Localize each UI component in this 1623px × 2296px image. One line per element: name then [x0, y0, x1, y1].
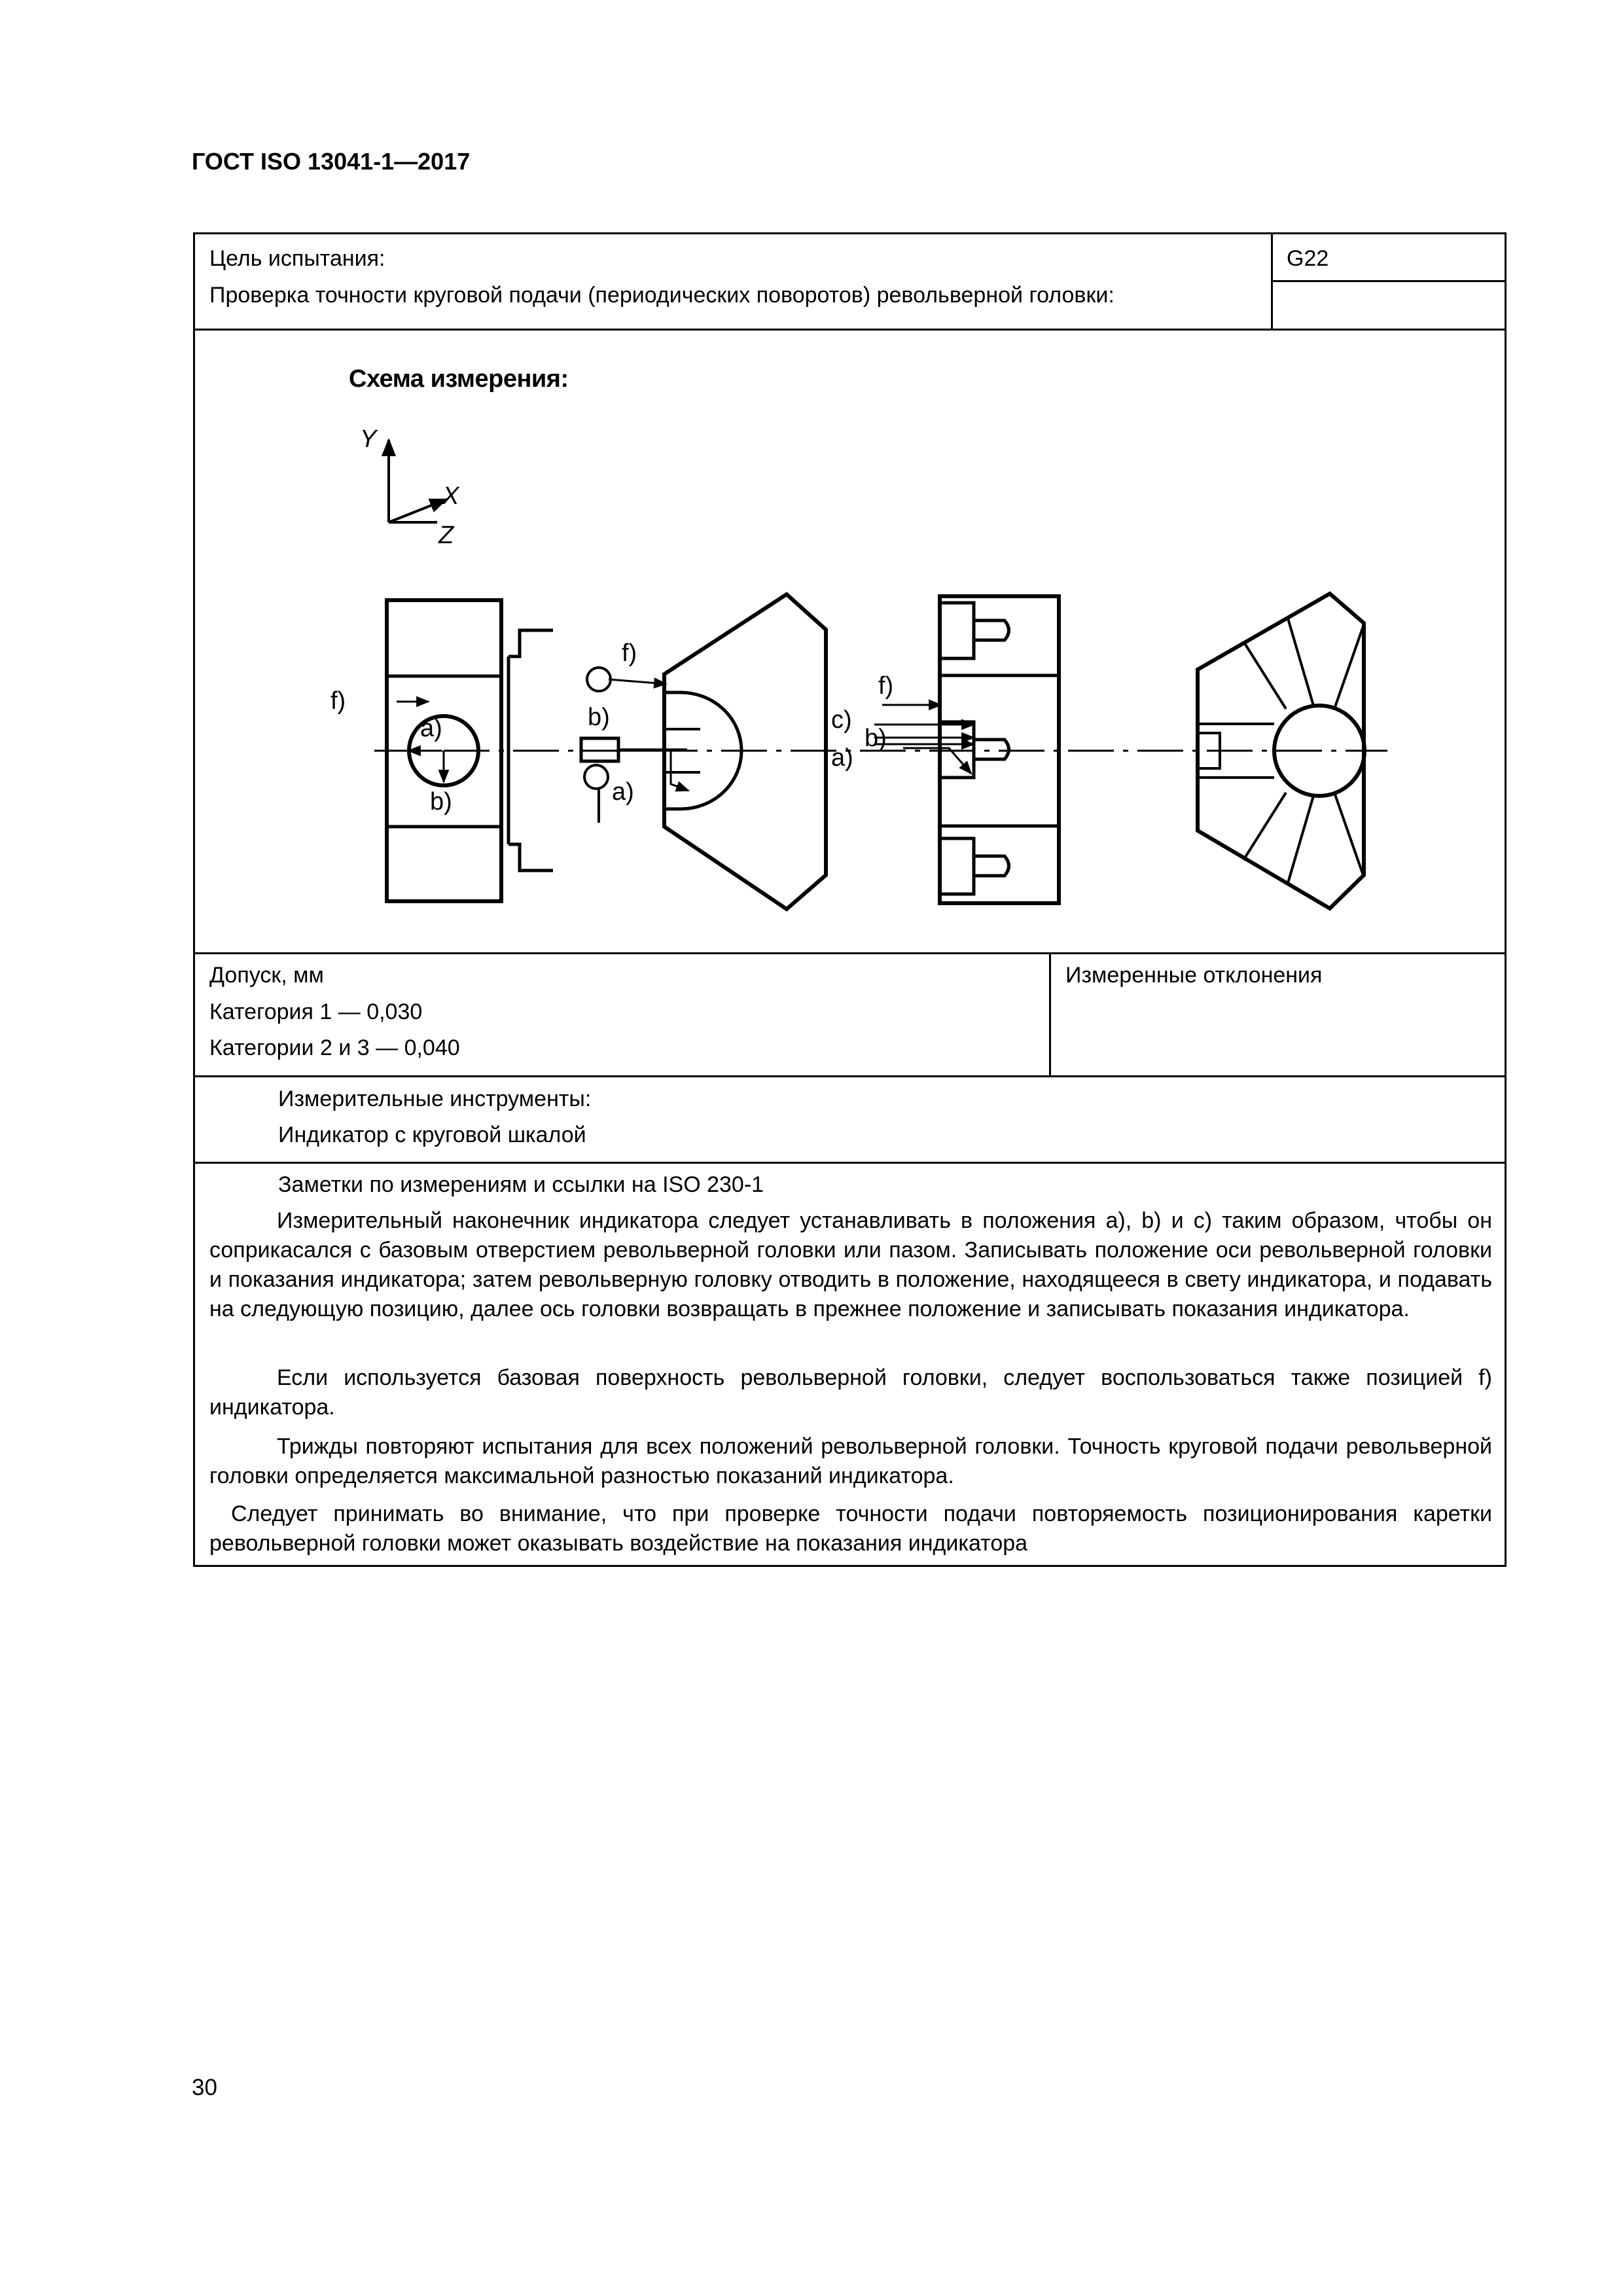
- label-f: f): [622, 639, 637, 667]
- label-f: f): [878, 672, 894, 700]
- test-code: G22: [1287, 246, 1329, 271]
- notes-paragraph: Трижды повторяют испытания для всех положений револьверной головки. Точность круговой подачи револьверной головки определяется максимальной разностью показаний индикатора.: [209, 1434, 1492, 1488]
- measured-deviations-heading: Измеренные отклонения: [1065, 963, 1323, 988]
- coordinate-axes: [389, 440, 446, 522]
- instruments-item: Индикатор с круговой шкалой: [278, 1122, 586, 1147]
- label-a: a): [831, 744, 853, 772]
- document-header: ГОСТ ISO 13041-1—2017: [192, 148, 471, 175]
- notes-heading: Заметки по измерениям и ссылки на ISO 230-1: [278, 1172, 764, 1197]
- label-a: a): [612, 778, 634, 806]
- notes-paragraph: Если используется базовая поверхность револьверной головки, следует воспользоваться также позицией f) индикатора.: [209, 1365, 1492, 1420]
- scheme-title: Схема измерения:: [349, 365, 569, 393]
- tolerance-heading: Допуск, мм: [209, 963, 324, 988]
- purpose-text: Проверка точности круговой подачи (периодических поворотов) револьверной головки:: [209, 283, 1115, 308]
- axis-label-y: Y: [360, 425, 377, 453]
- label-a: a): [420, 715, 442, 742]
- instruments-heading: Измерительные инструменты:: [278, 1086, 592, 1111]
- notes-paragraph: Следует принимать во внимание, что при проверке точности подачи повторяемость позиционирования каретки револьверной головки может оказывать воздействие на показания индикатора: [209, 1501, 1492, 1556]
- label-b: b): [588, 704, 610, 731]
- axis-label-x: X: [442, 482, 459, 510]
- label-b: b): [430, 788, 452, 816]
- tolerance-cat23: Категории 2 и 3 — 0,040: [209, 1035, 460, 1060]
- page-number: 30: [192, 2075, 217, 2100]
- notes-paragraph: Измерительный наконечник индикатора следует устанавливать в положения a), b) и c) таким образом, чтобы он соприкасался с базовым отверстием револьверной головки или пазом. Записывать положение оси револьверной головки и показания индикатора; затем револьверную головку отводить в положение, находящееся в свету индикатора, и подавать на следующую позицию, далее ось головки возвращать в прежнее положение и записывать показания индикатора.: [209, 1208, 1492, 1321]
- axis-label-z: Z: [438, 522, 454, 549]
- label-c: c): [831, 706, 852, 734]
- turret-top-view: [581, 594, 826, 909]
- tolerance-cat1: Категория 1 — 0,030: [209, 999, 423, 1024]
- purpose-label: Цель испытания:: [209, 246, 385, 271]
- label-b: b): [865, 725, 887, 752]
- label-f: f): [330, 687, 346, 715]
